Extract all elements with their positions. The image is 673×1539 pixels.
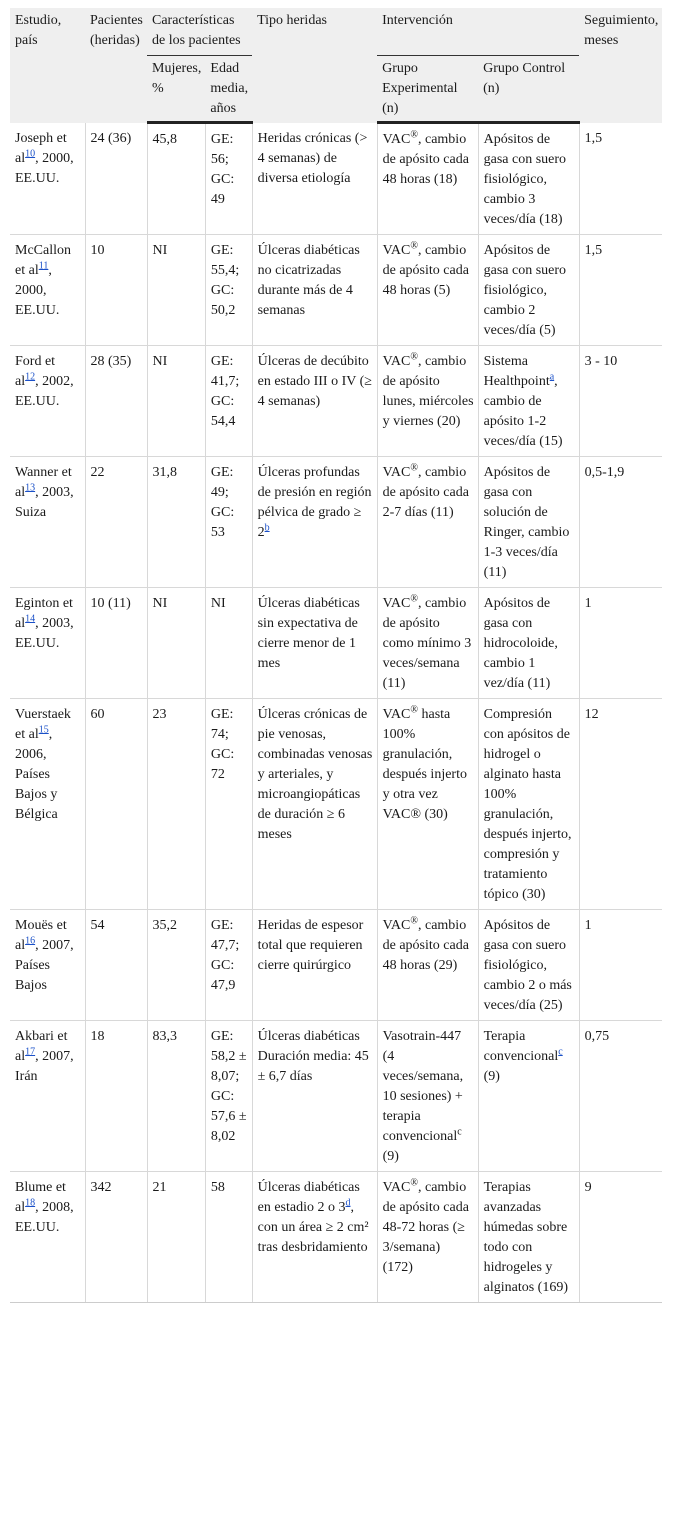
women-cell: NI bbox=[147, 346, 205, 457]
table-row bbox=[10, 588, 662, 699]
followup-cell: 1,5 bbox=[579, 123, 662, 235]
header-study: Estudio, país bbox=[10, 8, 85, 123]
reference-link[interactable]: 14 bbox=[25, 613, 36, 625]
table-body bbox=[10, 123, 662, 1303]
followup-cell: 0,5-1,9 bbox=[579, 457, 662, 588]
reference-link[interactable]: 18 bbox=[25, 1197, 36, 1209]
age-cell: GE: 56; GC: 49 bbox=[205, 123, 252, 235]
reference-link[interactable]: 17 bbox=[25, 1046, 36, 1058]
experimental-cell: VAC®, cambio de apósito lunes, miércoles y viernes (20) bbox=[377, 346, 478, 457]
followup-cell: 9 bbox=[579, 1172, 662, 1303]
table-header bbox=[10, 8, 662, 123]
wound-type-cell: Úlceras diabéticas no cicatrizadas durante más de 4 semanas bbox=[252, 235, 377, 346]
women-cell: 45,8 bbox=[147, 123, 205, 235]
header-patients: Pacientes (heridas) bbox=[85, 8, 147, 123]
reference-link[interactable]: 16 bbox=[25, 935, 36, 947]
control-cell: Terapias avanzadas húmedas sobre todo con hidrogeles y alginatos (169) bbox=[478, 1172, 579, 1303]
wound-type-cell: Úlceras diabéticas en estadio 2 o 3$^d$, con un área ≥ 2 cm² tras desbridamiento bbox=[252, 1172, 377, 1303]
study-cell: Akbari et al$^{17}$, 2007, Irán bbox=[10, 1021, 85, 1172]
footnote-link[interactable]: a bbox=[549, 371, 555, 383]
studies-table bbox=[10, 8, 662, 1303]
wound-type-cell: Úlceras crónicas de pie venosas, combinadas venosas y arteriales, y microangiopáticas de duración ≥ 6 meses bbox=[252, 699, 377, 910]
followup-cell: 1 bbox=[579, 588, 662, 699]
patients-cell: 342 bbox=[85, 1172, 147, 1303]
control-cell: Terapia convencional$^c$ (9) bbox=[478, 1021, 579, 1172]
study-cell: Eginton et al$^{14}$, 2003, EE.UU. bbox=[10, 588, 85, 699]
wound-type-cell: Heridas de espesor total que requieren cierre quirúrgico bbox=[252, 910, 377, 1021]
women-cell: 23 bbox=[147, 699, 205, 910]
study-cell: Ford et al$^{12}$, 2002, EE.UU. bbox=[10, 346, 85, 457]
women-cell: 21 bbox=[147, 1172, 205, 1303]
followup-cell: 1,5 bbox=[579, 235, 662, 346]
header-wound-type: Tipo heridas bbox=[252, 8, 377, 123]
experimental-cell: VAC®, cambio de apósito cada 48 horas (5) bbox=[377, 235, 478, 346]
patients-cell: 28 (35) bbox=[85, 346, 147, 457]
patients-cell: 10 bbox=[85, 235, 147, 346]
patients-cell: 60 bbox=[85, 699, 147, 910]
wound-type-cell: Úlceras de decúbito en estado III o IV (≥ 4 semanas) bbox=[252, 346, 377, 457]
experimental-cell: VAC®, cambio de apósito cada 48 horas (29) bbox=[377, 910, 478, 1021]
control-cell: Compresión con apósitos de hidrogel o alginato hasta 100% granulación, después injerto, compresión y tratamiento tópico (30) bbox=[478, 699, 579, 910]
women-cell: 35,2 bbox=[147, 910, 205, 1021]
experimental-cell: VAC® hasta 100% granulación, después injerto y otra vez VAC® (30) bbox=[377, 699, 478, 910]
experimental-cell: VAC®, cambio de apósito cada 48 horas (18) bbox=[377, 123, 478, 235]
experimental-cell: VAC®, cambio de apósito cada 48-72 horas (≥ 3/semana) (172) bbox=[377, 1172, 478, 1303]
experimental-cell: VAC®, cambio de apósito como mínimo 3 veces/semana (11) bbox=[377, 588, 478, 699]
wound-type-cell: Úlceras diabéticas sin expectativa de cierre menor de 1 mes bbox=[252, 588, 377, 699]
reference-link[interactable]: 12 bbox=[25, 371, 36, 383]
followup-cell: 12 bbox=[579, 699, 662, 910]
reference-link[interactable]: 13 bbox=[25, 482, 36, 494]
footnote-link[interactable]: c bbox=[558, 1046, 563, 1058]
control-cell: Apósitos de gasa con solución de Ringer, cambio 1-3 veces/día (11) bbox=[478, 457, 579, 588]
age-cell: GE: 49; GC: 53 bbox=[205, 457, 252, 588]
header-women: Mujeres, % bbox=[147, 56, 205, 123]
header-experimental: Grupo Experimental (n) bbox=[377, 56, 478, 123]
control-cell: Apósitos de gasa con suero fisiológico, cambio 3 veces/día (18) bbox=[478, 123, 579, 235]
control-cell: Apósitos de gasa con suero fisiológico, cambio 2 o más veces/día (25) bbox=[478, 910, 579, 1021]
study-cell: Blume et al$^{18}$, 2008, EE.UU. bbox=[10, 1172, 85, 1303]
patients-cell: 24 (36) bbox=[85, 123, 147, 235]
header-characteristics: Características de los pacientes bbox=[147, 8, 252, 56]
footnote-link[interactable]: d bbox=[345, 1197, 351, 1209]
patients-cell: 18 bbox=[85, 1021, 147, 1172]
table-row bbox=[10, 457, 662, 588]
followup-cell: 1 bbox=[579, 910, 662, 1021]
patients-cell: 22 bbox=[85, 457, 147, 588]
table-row bbox=[10, 1021, 662, 1172]
table-row bbox=[10, 1172, 662, 1303]
age-cell: NI bbox=[205, 588, 252, 699]
experimental-cell: Vasotrain-447 (4 veces/semana, 10 sesiones) + terapia convencional$^c$ (9) bbox=[377, 1021, 478, 1172]
study-cell: Joseph et al$^{10}$, 2000, EE.UU. bbox=[10, 123, 85, 235]
wound-type-cell: Úlceras profundas de presión en región pélvica de grado ≥ 2$^b$ bbox=[252, 457, 377, 588]
control-cell: Apósitos de gasa con hidrocoloide, cambio 1 vez/día (11) bbox=[478, 588, 579, 699]
table-row bbox=[10, 346, 662, 457]
wound-type-cell: Heridas crónicas (> 4 semanas) de diversa etiología bbox=[252, 123, 377, 235]
experimental-cell: VAC®, cambio de apósito cada 2-7 días (11) bbox=[377, 457, 478, 588]
header-followup: Seguimiento, meses bbox=[579, 8, 662, 123]
women-cell: NI bbox=[147, 588, 205, 699]
study-cell: McCallon et al$^{11}$, 2000, EE.UU. bbox=[10, 235, 85, 346]
study-cell: Vuerstaek et al$^{15}$, 2006, Países Bajos y Bélgica bbox=[10, 699, 85, 910]
women-cell: NI bbox=[147, 235, 205, 346]
age-cell: 58 bbox=[205, 1172, 252, 1303]
reference-link[interactable]: 10 bbox=[25, 147, 36, 159]
table-row bbox=[10, 235, 662, 346]
women-cell: 31,8 bbox=[147, 457, 205, 588]
followup-cell: 3 - 10 bbox=[579, 346, 662, 457]
table-row bbox=[10, 910, 662, 1021]
patients-cell: 10 (11) bbox=[85, 588, 147, 699]
age-cell: GE: 74; GC: 72 bbox=[205, 699, 252, 910]
control-cell: Sistema Healthpoint$^a$, cambio de apósito 1-2 veces/día (15) bbox=[478, 346, 579, 457]
age-cell: GE: 55,4; GC: 50,2 bbox=[205, 235, 252, 346]
control-cell: Apósitos de gasa con suero fisiológico, cambio 2 veces/día (5) bbox=[478, 235, 579, 346]
age-cell: GE: 41,7; GC: 54,4 bbox=[205, 346, 252, 457]
reference-link[interactable]: 15 bbox=[38, 724, 49, 736]
patients-cell: 54 bbox=[85, 910, 147, 1021]
age-cell: GE: 47,7; GC: 47,9 bbox=[205, 910, 252, 1021]
header-control: Grupo Control (n) bbox=[478, 56, 579, 123]
study-cell: Wanner et al$^{13}$, 2003, Suiza bbox=[10, 457, 85, 588]
table-row bbox=[10, 123, 662, 235]
wound-type-cell: Úlceras diabéticas Duración media: 45 ± 6,7 días bbox=[252, 1021, 377, 1172]
header-intervention: Intervención bbox=[377, 8, 579, 56]
header-age: Edad media, años bbox=[205, 56, 252, 123]
footnote-link[interactable]: b bbox=[264, 522, 270, 534]
reference-link[interactable]: 11 bbox=[38, 260, 49, 272]
study-cell: Mouës et al$^{16}$, 2007, Países Bajos bbox=[10, 910, 85, 1021]
women-cell: 83,3 bbox=[147, 1021, 205, 1172]
followup-cell: 0,75 bbox=[579, 1021, 662, 1172]
age-cell: GE: 58,2 ± 8,07; GC: 57,6 ± 8,02 bbox=[205, 1021, 252, 1172]
table-row bbox=[10, 699, 662, 910]
